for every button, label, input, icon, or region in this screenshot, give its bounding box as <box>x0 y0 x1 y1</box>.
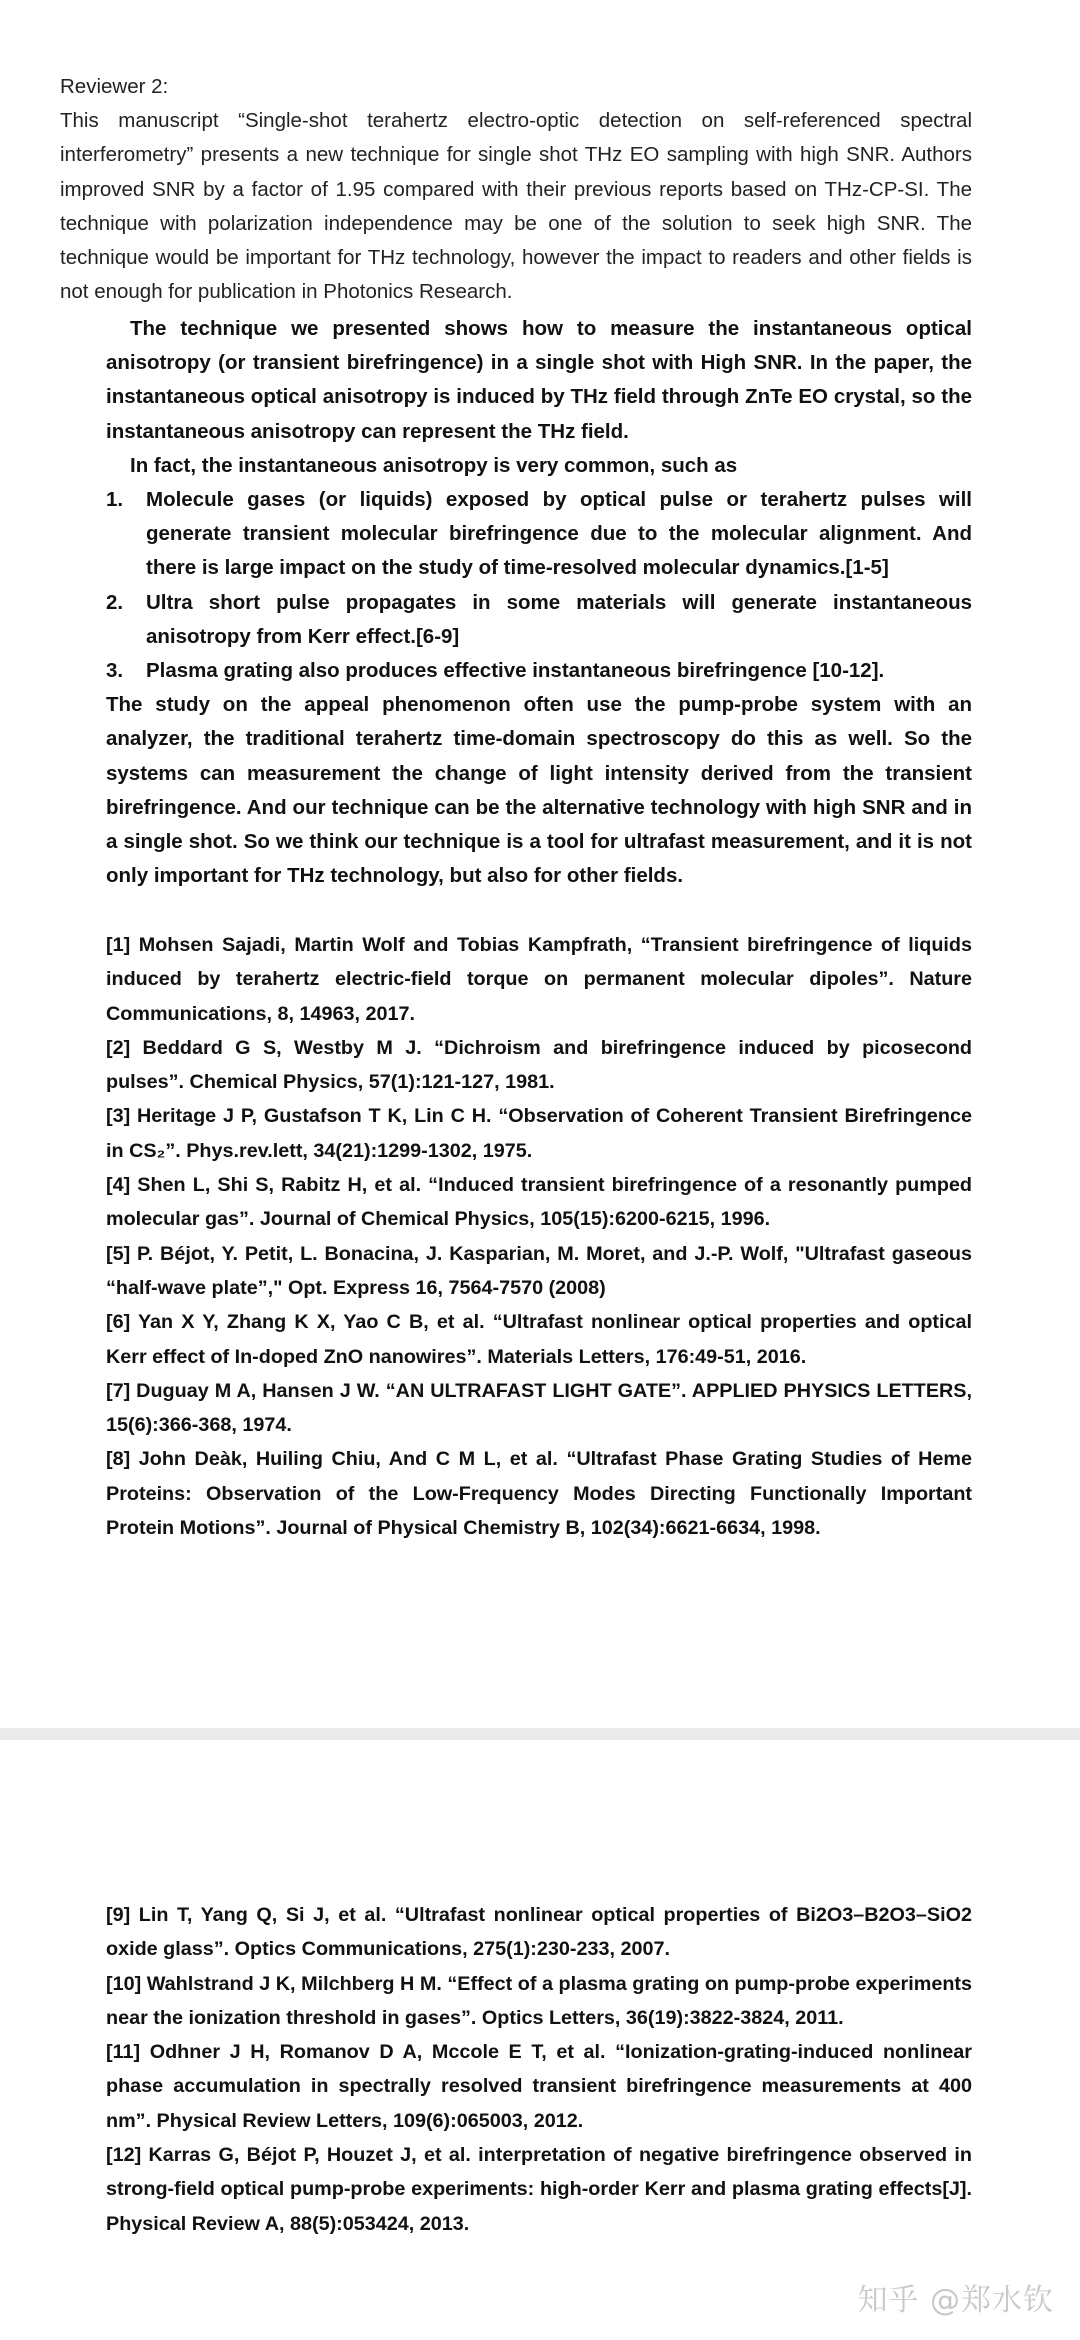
anisotropy-examples-list <box>106 483 972 688</box>
author-response-block <box>106 312 972 893</box>
list-item-number: 1. <box>106 488 124 512</box>
watermark: 知乎 @郑水钦 <box>857 2283 1054 2318</box>
reference-item: [8] John Deàk, Huiling Chiu, And C M L, et al. “Ultrafast Phase Grating Studies of Heme Proteins: Observation of the Low-Frequency Modes Directing Functionally Important Protein Motions”. Journal of Physical Chemistry B, 102(34):6621-6634, 1998. <box>106 1448 972 1540</box>
reference-item: [5] P. Béjot, Y. Petit, L. Bonacina, J. Kasparian, M. Moret, and J.-P. Wolf, "Ultrafast gaseous “half-wave plate”," Opt. Express 16, 7564-7570 (2008) <box>106 1242 972 1299</box>
reviewer-comment-block <box>60 70 972 309</box>
references-list-page-2 <box>106 1898 972 2241</box>
list-item <box>106 483 972 586</box>
reference-item: [7] Duguay M A, Hansen J W. “AN ULTRAFAST LIGHT GATE”. APPLIED PHYSICS LETTERS, 15(6):366-368, 1974. <box>106 1379 972 1437</box>
list-item <box>106 586 972 654</box>
reference-item: [10] Wahlstrand J K, Milchberg H M. “Effect of a plasma grating on pump-probe experiments near the ionization threshold in gases”. Optics Letters, 36(19):3822-3824, 2011. <box>106 1972 972 2029</box>
reference-item: [2] Beddard G S, Westby M J. “Dichroism and birefringence induced by picosecond pulses”. Chemical Physics, 57(1):121-127, 1981. <box>106 1036 972 1094</box>
reference-item: [9] Lin T, Yang Q, Si J, et al. “Ultrafast nonlinear optical properties of Bi2O3–B2O3–SiO2 oxide glass”. Optics Communications, 275(1):230-233, 2007. <box>106 1904 972 1961</box>
document-page-2 <box>0 1740 1080 2340</box>
response-paragraph-2: In fact, the instantaneous anisotropy is very common, such as <box>130 453 738 477</box>
list-item-text: Plasma grating also produces effective instantaneous birefringence [10-12]. <box>146 659 885 683</box>
page-separator <box>0 1728 1080 1740</box>
reviewer-title: Reviewer 2: <box>60 75 169 98</box>
reference-item: [3] Heritage J P, Gustafson T K, Lin C H. “Observation of Coherent Transient Birefringence in CS₂”. Phys.rev.lett, 34(21):1299-1302, 1975. <box>106 1105 972 1162</box>
reference-item: [11] Odhner J H, Romanov D A, Mccole E T, et al. “Ionization-grating-induced nonlinear phase accumulation in spectrally resolved transient birefringence measurements at 400 nm”. Physical Review Letters, 109(6):065003, 2012. <box>106 2041 972 2132</box>
reference-item: [1] Mohsen Sajadi, Martin Wolf and Tobias Kampfrath, “Transient birefringence of liquids induced by terahertz electric-field torque on permanent molecular dipoles”. Nature Communications, 8, 14963, 2017. <box>106 934 972 1025</box>
list-item-number: 3. <box>106 659 124 683</box>
references-list-page-1 <box>106 928 972 1545</box>
reference-item: [6] Yan X Y, Zhang K X, Yao C B, et al. “Ultrafast nonlinear optical properties and optical Kerr effect of In-doped ZnO nanowires”. Materials Letters, 176:49-51, 2016. <box>106 1311 972 1368</box>
reviewer-comment: This manuscript “Single-shot terahertz electro-optic detection on self-referenced spectral interferometry” presents a new technique for single shot THz EO sampling with high SNR. Authors improved SNR by a factor of 1.95 compared with their previous reports based on THz-CP-SI. The technique with polarization independence may be one of the solution to seek high SNR. The technique would be important for THz technology, however the impact to readers and other fields is not enough for publication in Photonics Research. <box>60 109 972 304</box>
list-item-text: Molecule gases (or liquids) exposed by optical pulse or terahertz pulses will generate transient molecular birefringence due to the molecular alignment. And there is large impact on the study of time-resolved molecular dynamics.[1-5] <box>146 488 972 580</box>
reference-item: [4] Shen L, Shi S, Rabitz H, et al. “Induced transient birefringence of a resonantly pumped molecular gas”. Journal of Chemical Physics, 105(15):6200-6215, 1996. <box>106 1174 972 1231</box>
list-item-text: Ultra short pulse propagates in some materials will generate instantaneous anisotropy from Kerr effect.[6-9] <box>146 590 972 648</box>
response-paragraph-1: The technique we presented shows how to measure the instantaneous optical anisotropy (or transient birefringence) in a single shot with High SNR. In the paper, the instantaneous optical anisotropy is induced by THz field through ZnTe EO crystal, so the instantaneous anisotropy can represent the THz field. <box>106 317 972 443</box>
response-paragraph-3: The study on the appeal phenomenon often use the pump-probe system with an analyzer, the traditional terahertz time-domain spectroscopy do this as well. So the systems can measurement the change of light intensity derived from the transient birefringence. And our technique can be the alternative technology with high SNR and in a single shot. So we think our technique is a tool for ultrafast measurement, and it is not only important for THz technology, but also for other fields. <box>106 693 972 888</box>
list-item-number: 2. <box>106 590 124 614</box>
list-item <box>106 654 972 688</box>
reference-item: [12] Karras G, Béjot P, Houzet J, et al. interpretation of negative birefringence observed in strong-field optical pump-probe experiments: high-order Kerr and plasma grating effects[J]. Physical Review A, 88(5):053424, 2013. <box>106 2144 972 2235</box>
